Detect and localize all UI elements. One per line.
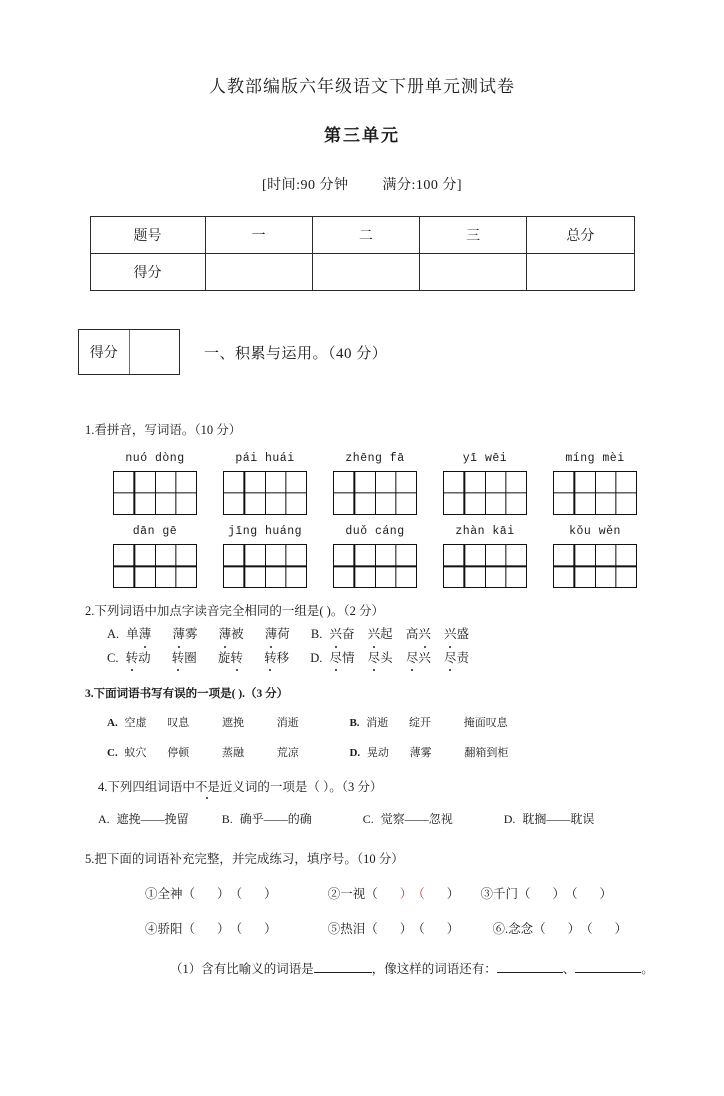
option-label-d[interactable]: D.	[310, 650, 323, 665]
fill-item: ⑥.念念（ ）（ ）	[492, 920, 627, 939]
fill-blank[interactable]: （ ）	[182, 921, 230, 936]
tianzige-cell[interactable]	[375, 545, 417, 587]
option-word: 转移	[264, 651, 289, 665]
tianzige-cell[interactable]	[595, 472, 637, 514]
pinyin-item	[223, 450, 307, 515]
score-cell-total[interactable]	[527, 254, 634, 291]
option-word: 单薄	[126, 627, 151, 641]
option-word: 薄雾	[172, 627, 197, 641]
fill-item: ③千门（ ）（ ）	[480, 885, 612, 904]
question-3-options-line-2	[107, 742, 664, 764]
score-table	[90, 216, 635, 291]
score-table-col-1: 一	[205, 217, 312, 254]
sub-question-text: （1）含有比喻义的词语是	[170, 962, 314, 977]
option-word: 高兴	[406, 627, 431, 641]
tianzige-cell[interactable]	[114, 545, 155, 587]
option-word: 兴起	[368, 627, 393, 641]
question-1-stem: 1.看拼音，写词语。（10 分）	[85, 423, 242, 437]
tianzige-cell[interactable]	[485, 545, 527, 587]
section-score-label: 得分	[79, 330, 130, 374]
fill-blank[interactable]: （ ）	[533, 921, 581, 936]
option-word: 消逝	[276, 716, 299, 729]
score-cell-2[interactable]	[312, 254, 419, 291]
tianzige-cell[interactable]	[554, 472, 595, 514]
section-score-box	[78, 329, 180, 375]
option-label-a[interactable]: A.	[107, 627, 120, 641]
answer-blank[interactable]	[575, 972, 641, 973]
option-label-a[interactable]: A.	[98, 812, 110, 827]
option-word: 尽情	[330, 651, 355, 665]
pinyin-text: zhàn kāi	[455, 525, 515, 538]
option-word: 觉察——忽视	[380, 812, 453, 827]
option-word: 蒸融	[221, 746, 244, 759]
option-word: 尽兴	[406, 651, 431, 665]
pinyin-row-2	[113, 523, 664, 588]
tianzige-grid[interactable]	[113, 471, 197, 515]
pinyin-writing-block	[113, 450, 664, 589]
fill-blank[interactable]: （ ）	[182, 886, 230, 901]
score-table-col-total: 总分	[527, 217, 634, 254]
option-word: 确乎——的确	[239, 812, 312, 827]
pinyin-item	[553, 450, 637, 515]
score-table-col-2: 二	[312, 217, 419, 254]
tianzige-cell[interactable]	[114, 472, 155, 514]
pinyin-item	[333, 450, 417, 515]
table-row	[90, 254, 634, 291]
tianzige-grid[interactable]	[113, 544, 197, 588]
section-header	[78, 329, 724, 375]
tianzige-cell[interactable]	[554, 545, 595, 587]
option-label-d[interactable]: D.	[349, 746, 361, 759]
tianzige-cell[interactable]	[444, 472, 485, 514]
pinyin-item	[333, 523, 417, 588]
score-table-wrapper	[90, 216, 635, 291]
option-word: 消逝	[366, 716, 389, 729]
question-5	[85, 850, 664, 979]
pinyin-item	[223, 523, 307, 588]
pinyin-item	[113, 523, 197, 588]
fill-blank[interactable]: （ ）	[565, 886, 613, 901]
fill-blank[interactable]: （ ）	[229, 921, 277, 936]
sub-question-separator: 、	[562, 962, 576, 977]
option-label-a[interactable]: A.	[107, 716, 118, 729]
option-label-d[interactable]: D.	[503, 812, 516, 827]
tianzige-cell[interactable]	[265, 472, 307, 514]
pinyin-text: dān gē	[132, 525, 178, 538]
fill-blank[interactable]: （ ）	[517, 886, 565, 901]
question-5-stem: 5.把下面的词语补充完整，并完成练习，填序号。（10 分）	[85, 852, 404, 867]
fill-item: ②一视（ ）（ ）	[328, 885, 460, 904]
question-5-fill-row-1	[145, 885, 664, 904]
option-word: 耽搁——耽误	[522, 812, 595, 827]
question-5-sub-1	[170, 960, 664, 979]
pinyin-item	[443, 523, 527, 588]
option-word: 叹息	[167, 716, 190, 729]
pinyin-text: jīng huáng	[227, 525, 302, 538]
fill-blank[interactable]: （ ）	[229, 886, 277, 901]
tianzige-grid[interactable]	[333, 544, 417, 588]
pinyin-item	[553, 523, 637, 588]
pinyin-item	[443, 450, 527, 515]
tianzige-cell[interactable]	[334, 472, 375, 514]
pinyin-item	[113, 450, 197, 515]
tianzige-cell[interactable]	[595, 545, 637, 587]
question-3-options-line-1	[107, 712, 664, 734]
option-label-c[interactable]: C.	[107, 746, 118, 759]
question-2-options-line-1	[107, 624, 664, 645]
section-title: 一、积累与运用。（40 分）	[204, 345, 388, 362]
question-4-stem-emphasis: 不是	[195, 778, 220, 797]
sub-question-text: 。	[641, 962, 654, 977]
option-word: 尽责	[444, 651, 469, 665]
score-cell-1[interactable]	[205, 254, 312, 291]
option-word: 薄雾	[409, 746, 432, 759]
option-word: 遮挽	[221, 716, 244, 729]
option-word: 旋转	[218, 651, 243, 665]
score-table-row-label: 题号	[90, 217, 205, 254]
option-word: 荒凉	[276, 746, 299, 759]
option-label-c[interactable]: C.	[107, 650, 119, 665]
question-4-stem-post: 近义词的一项是（ ）。（3 分）	[219, 779, 383, 794]
fill-item: ⑤热泪（ ）（ ）	[328, 920, 460, 939]
tianzige-cell[interactable]	[334, 545, 375, 587]
pinyin-row-1	[113, 450, 664, 515]
score-table-col-3: 三	[420, 217, 527, 254]
question-5-fill-row-2	[145, 920, 664, 939]
tianzige-grid[interactable]	[553, 544, 637, 588]
tianzige-cell[interactable]	[444, 545, 485, 587]
fill-blank[interactable]: （ ）	[412, 921, 460, 936]
fill-blank[interactable]: （	[412, 886, 425, 901]
tianzige-grid[interactable]	[443, 471, 527, 515]
tianzige-cell[interactable]	[265, 545, 307, 587]
score-cell-3[interactable]	[420, 254, 527, 291]
pinyin-text: kǒu wěn	[569, 525, 621, 538]
tianzige-cell[interactable]	[155, 472, 197, 514]
option-word: 薄荷	[265, 627, 290, 641]
tianzige-cell[interactable]	[375, 472, 417, 514]
question-4-stem-pre: 4.下列四组词语中	[98, 779, 195, 794]
exam-meta	[0, 174, 724, 194]
tianzige-grid[interactable]	[223, 471, 307, 515]
option-word: 停顿	[167, 746, 190, 759]
pinyin-text: yī wēi	[462, 451, 508, 465]
option-word: 晃动	[366, 746, 389, 759]
tianzige-cell[interactable]	[224, 472, 265, 514]
question-2-stem: 2.下列词语中加点字读音完全相同的一组是( )。（2 分）	[85, 604, 384, 619]
option-label-b[interactable]: B.	[310, 627, 323, 641]
pinyin-text: zhēng fā	[345, 451, 405, 465]
option-word: 转圈	[172, 651, 197, 665]
answer-blank[interactable]	[497, 972, 563, 973]
score-table-row-label: 得分	[90, 254, 205, 291]
unit-title: 第三单元	[324, 126, 400, 145]
question-2-options-line-2	[107, 648, 664, 669]
option-label-b[interactable]: B.	[221, 812, 233, 827]
option-word: 掩面叹息	[463, 716, 508, 729]
fill-item: ④骄阳（ ）（ ）	[145, 920, 277, 939]
option-word: 空虚	[124, 716, 147, 729]
page-title: 人教部编版六年级语文下册单元测试卷	[209, 77, 515, 96]
fill-item: ①全神（ ）（ ）	[145, 885, 277, 904]
option-word: 兴盛	[444, 627, 469, 641]
sub-question-text: ，像这样的词语还有：	[371, 962, 497, 977]
question-4-stem	[98, 778, 664, 797]
option-label-b[interactable]: B.	[349, 716, 360, 729]
tianzige-grid[interactable]	[333, 471, 417, 515]
question-3-stem: 3.下面词语书写有误的一项是( ).（3 分）	[85, 688, 289, 701]
answer-blank[interactable]	[314, 972, 372, 973]
time-label: [时间:90 分钟	[261, 178, 349, 193]
question-1	[85, 421, 664, 588]
fill-blank[interactable]: （ ）	[365, 886, 413, 901]
pinyin-text: míng mèi	[565, 451, 625, 465]
tianzige-cell[interactable]	[155, 545, 197, 587]
question-4	[98, 778, 664, 831]
table-row	[90, 217, 634, 254]
fill-blank[interactable]: （ ）	[580, 921, 628, 936]
tianzige-cell[interactable]	[485, 472, 527, 514]
question-4-options	[98, 810, 664, 830]
option-label-c[interactable]: C.	[362, 812, 374, 827]
question-3	[85, 686, 664, 763]
tianzige-cell[interactable]	[224, 545, 265, 587]
option-word: 翻箱到柜	[464, 746, 509, 759]
section-score-value[interactable]	[130, 330, 180, 374]
pinyin-text: pái huái	[235, 451, 295, 465]
option-word: 兴奋	[330, 627, 355, 641]
question-2	[85, 602, 664, 668]
tianzige-grid[interactable]	[553, 471, 637, 515]
pinyin-text: nuó dòng	[125, 451, 185, 465]
option-word: 蚁穴	[124, 746, 147, 759]
fill-blank[interactable]: （ ）	[365, 921, 413, 936]
pinyin-text: duǒ cáng	[345, 525, 405, 538]
tianzige-grid[interactable]	[223, 544, 307, 588]
option-word: 转动	[126, 651, 151, 665]
option-word: 尽头	[368, 651, 393, 665]
full-score-label: 满分:100 分]	[382, 178, 463, 193]
option-word: 薄被	[219, 627, 244, 641]
tianzige-grid[interactable]	[443, 544, 527, 588]
exam-page	[0, 72, 724, 1096]
option-word: 遮挽——挽留	[116, 812, 189, 827]
option-word: 绽开	[409, 716, 432, 729]
